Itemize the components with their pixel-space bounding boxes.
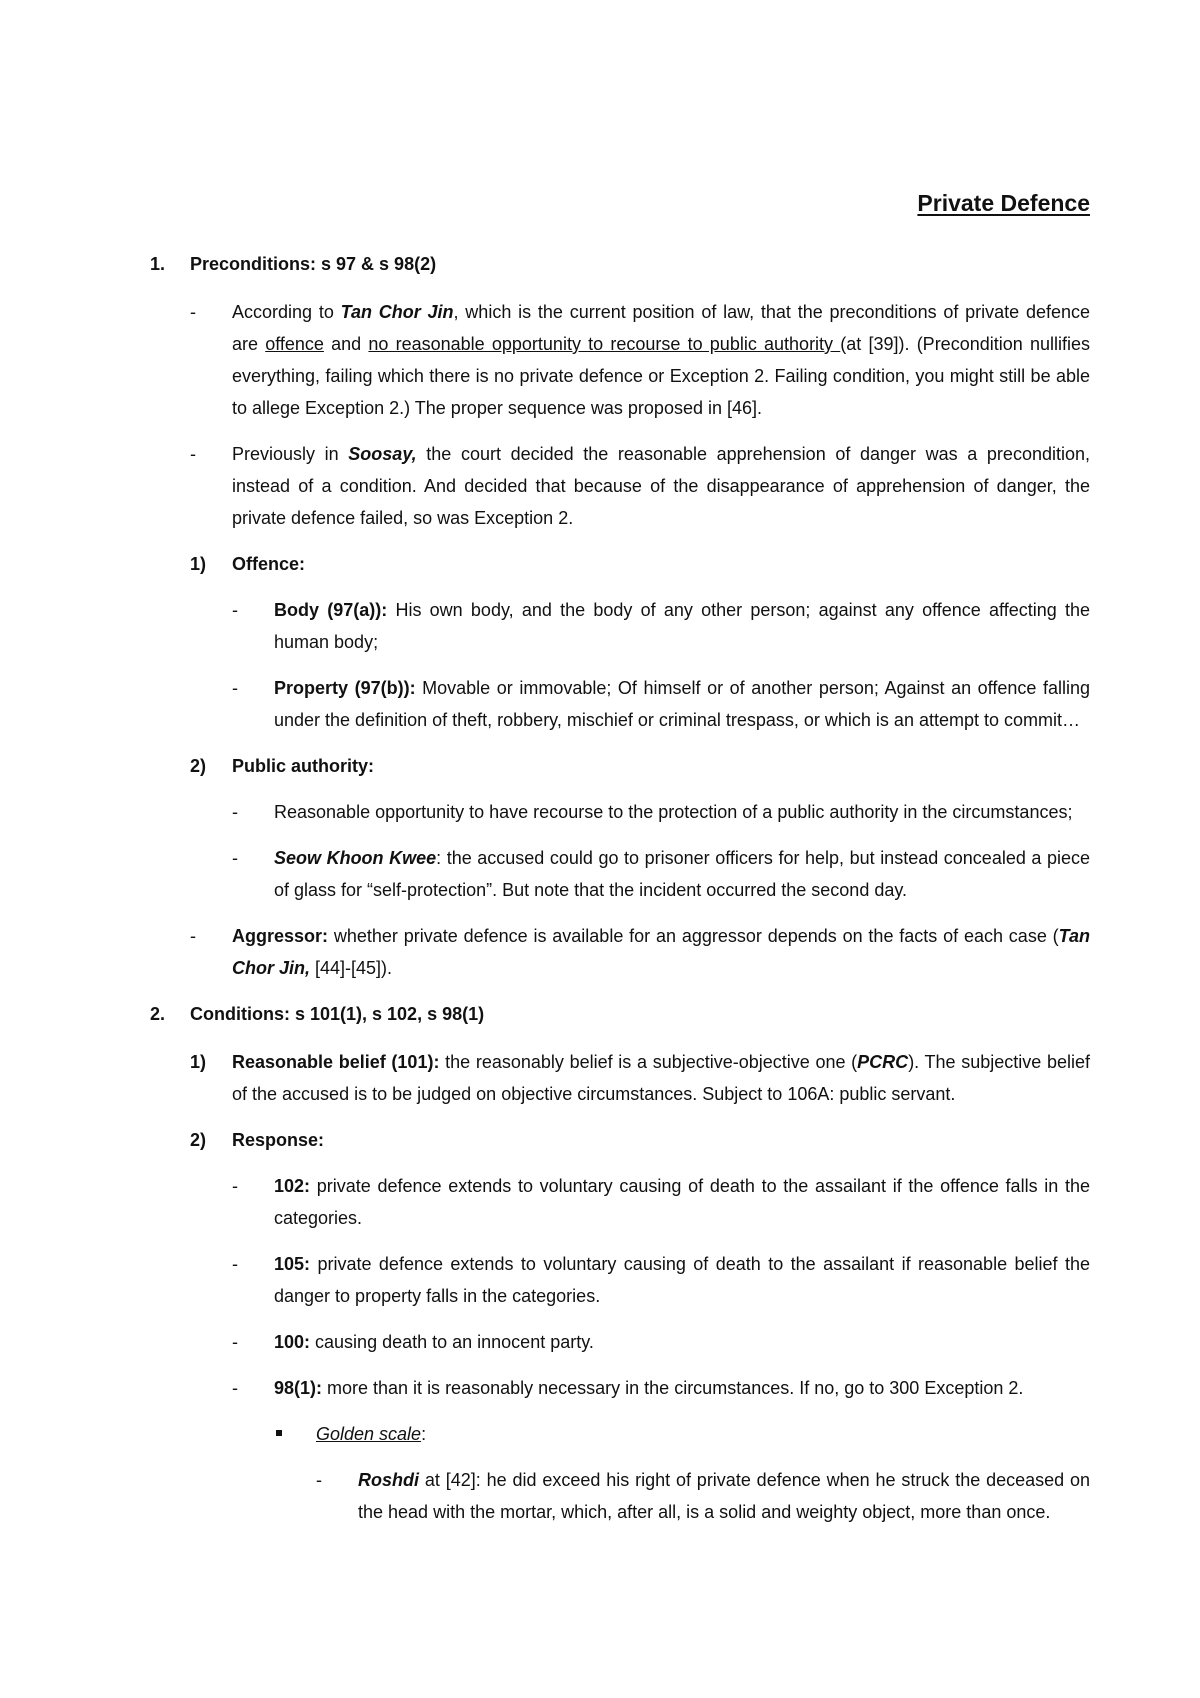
dash-bullet: - [232,802,238,822]
list-item: - 98(1): more than it is reasonably necessary in the circumstances. If no, go to 300 Exception 2. [232,1372,1090,1404]
dash-bullet: - [232,1176,238,1196]
subsection-title: Response: [232,1130,325,1150]
dash-bullet: - [190,444,196,464]
list-item: - Reasonable opportunity to have recourse to the protection of a public authority in the circumstances; [232,796,1090,828]
section-number: 2. [150,1004,166,1024]
subsection-title: Public authority: [232,756,375,776]
document-body [150,248,1090,1542]
underlined-term: no reasonable opportunity to recourse to public authority [368,334,841,354]
square-bullet-icon [276,1430,282,1436]
dash-bullet: - [232,1332,238,1352]
list-item: - According to Tan Chor Jin, which is the current position of law, that the preconditions of private defence are offence and no reasonable opportunity to recourse to public authority (at [39]). (Precondition nullifies everything, failing which there is no private defence or Exception 2. Failing condition, you might still be able to allege Exception 2.) The proper sequence was proposed in [46]. [190,296,1090,424]
subsection-offence [190,548,1090,580]
subsection-title: Offence: [232,554,306,574]
page-title: Private Defence [917,190,1090,216]
case-name: Tan Chor Jin [340,302,454,322]
list-item: - 100: causing death to an innocent party. [232,1326,1090,1358]
section-title: Preconditions: s 97 & s 98(2) [190,254,437,274]
list-item: - Previously in Soosay, the court decided the reasonable apprehension of danger was a precondition, instead of a condition. And decided that because of the disappearance of apprehension of danger, the private defence failed, so was Exception 2. [190,438,1090,534]
list-item: - 102: private defence extends to voluntary causing of death to the assailant if the offence falls in the categories. [232,1170,1090,1234]
case-name: Soosay, [348,444,417,464]
case-name: Tan Chor Jin, [232,926,1090,978]
dash-bullet: - [232,848,238,868]
list-item: - Roshdi at [42]: he did exceed his right of private defence when he struck the deceased on the head with the mortar, which, after all, is a solid and weighty object, more than once. [316,1464,1090,1528]
golden-scale-label: Golden scale [316,1424,422,1444]
dash-bullet: - [190,302,196,322]
subsection-public-authority [190,750,1090,782]
section-1-heading [150,248,1090,280]
case-name: Seow Khoon Kwee [274,848,437,868]
list-item: - Seow Khoon Kwee: the accused could go to prisoner officers for help, but instead concealed a piece of glass for “self-protection”. But note that the incident occurred the second day. [232,842,1090,906]
section-number: 1. [150,254,166,274]
subsection-number: 1) [190,554,207,574]
section-title: Conditions: s 101(1), s 102, s 98(1) [190,1004,485,1024]
case-name: Roshdi [358,1470,419,1490]
square-bullet-item: Golden scale: [274,1418,1090,1450]
subsection-number: 2) [190,1130,207,1150]
dash-bullet: - [232,1254,238,1274]
dash-bullet: - [232,600,238,620]
subsection-response [190,1124,1090,1156]
list-item: - Body (97(a)): His own body, and the body of any other person; against any offence affecting the human body; [232,594,1090,658]
subsection-number: 2) [190,756,207,776]
list-item: - Aggressor: whether private defence is available for an aggressor depends on the facts of each case (Tan Chor Jin, [44]-[45]). [190,920,1090,984]
subsection-reasonable-belief: 1) Reasonable belief (101): the reasonably belief is a subjective-objective one (PCRC). The subjective belief of the accused is to be judged on objective circumstances. Subject to 106A: public servant. [190,1046,1090,1110]
section-2-heading [150,998,1090,1030]
dash-bullet: - [190,926,196,946]
list-item: - 105: private defence extends to voluntary causing of death to the assailant if reasonable belief the danger to property falls in the categories. [232,1248,1090,1312]
subsection-number: 1) [190,1052,207,1072]
case-name: PCRC [857,1052,909,1072]
dash-bullet: - [232,1378,238,1398]
list-item: - Property (97(b)): Movable or immovable; Of himself or of another person; Against an offence falling under the definition of theft, robbery, mischief or criminal trespass, or which is an attempt to commit… [232,672,1090,736]
dash-bullet: - [232,678,238,698]
underlined-term: offence [265,334,324,354]
dash-bullet: - [316,1470,322,1490]
